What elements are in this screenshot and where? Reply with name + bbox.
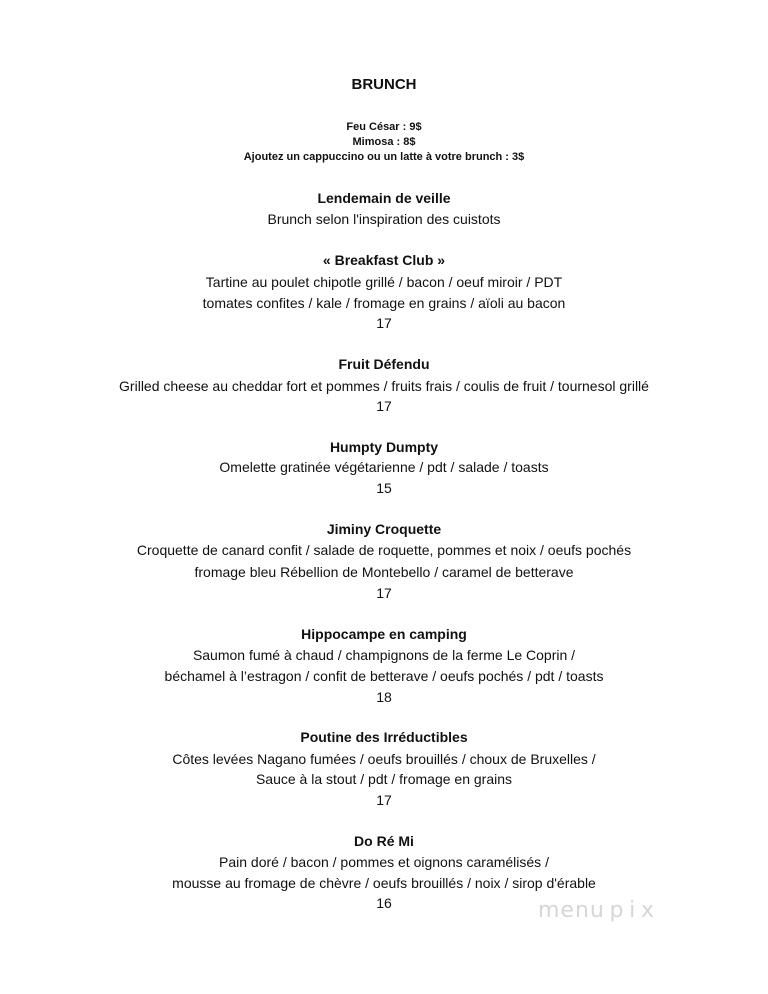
dish-price: 17 bbox=[376, 315, 392, 331]
dish-name: « Breakfast Club » bbox=[322, 252, 446, 268]
dish-name: Lendemain de veille bbox=[317, 190, 451, 206]
dish-description: Côtes levées Nagano fumées / oeufs brouillés / choux de Bruxelles / bbox=[172, 751, 596, 767]
dish-description: Omelette gratinée végétarienne / pdt / salade / toasts bbox=[219, 459, 549, 475]
dish-price: 16 bbox=[376, 895, 392, 911]
dish-description: tomates confites / kale / fromage en grains / aïoli au bacon bbox=[202, 295, 566, 311]
menu-title: BRUNCH bbox=[351, 76, 417, 93]
dish-price: 15 bbox=[376, 480, 392, 496]
dish-name: Poutine des Irréductibles bbox=[300, 729, 468, 745]
dish-description: béchamel à l’estragon / confit de betterave / oeufs pochés / pdt / toasts bbox=[164, 668, 604, 684]
dish-name: Do Ré Mi bbox=[354, 833, 414, 849]
dish-price: 17 bbox=[376, 585, 392, 601]
dish-price: 17 bbox=[376, 792, 392, 808]
dish-description: Pain doré / bacon / pommes et oignons caramélisés / bbox=[219, 854, 549, 870]
watermark: menu p i x bbox=[538, 898, 655, 923]
dish-description: Brunch selon l'inspiration des cuistots bbox=[267, 211, 501, 227]
dish-name: Humpty Dumpty bbox=[329, 439, 439, 455]
dish-description: Tartine au poulet chipotle grillé / bacon / oeuf miroir / PDT bbox=[205, 274, 563, 290]
menu-note: Ajoutez un cappuccino ou un latte à votre brunch : 3$ bbox=[243, 151, 525, 163]
dish-name: Fruit Défendu bbox=[338, 356, 430, 372]
dish-description: fromage bleu Rébellion de Montebello / caramel de betterave bbox=[194, 564, 574, 580]
dish-description: Croquette de canard confit / salade de roquette, pommes et noix / oeufs pochés bbox=[136, 542, 632, 558]
dish-name: Jiminy Croquette bbox=[326, 521, 442, 537]
dish-price: 18 bbox=[376, 689, 392, 705]
dish-description: mousse au fromage de chèvre / oeufs brouillés / noix / sirop d'érable bbox=[172, 875, 596, 891]
dish-price: 17 bbox=[376, 398, 392, 414]
menu-note: Feu César : 9$ bbox=[346, 121, 422, 133]
menu-note: Mimosa : 8$ bbox=[352, 136, 416, 148]
dish-description: Sauce à la stout / pdt / fromage en grains bbox=[255, 771, 513, 787]
dish-description: Grilled cheese au cheddar fort et pommes / fruits frais / coulis de fruit / tournesol grillé bbox=[119, 378, 649, 394]
dish-description: Saumon fumé à chaud / champignons de la ferme Le Coprin / bbox=[192, 647, 576, 663]
dish-name: Hippocampe en camping bbox=[301, 626, 467, 642]
